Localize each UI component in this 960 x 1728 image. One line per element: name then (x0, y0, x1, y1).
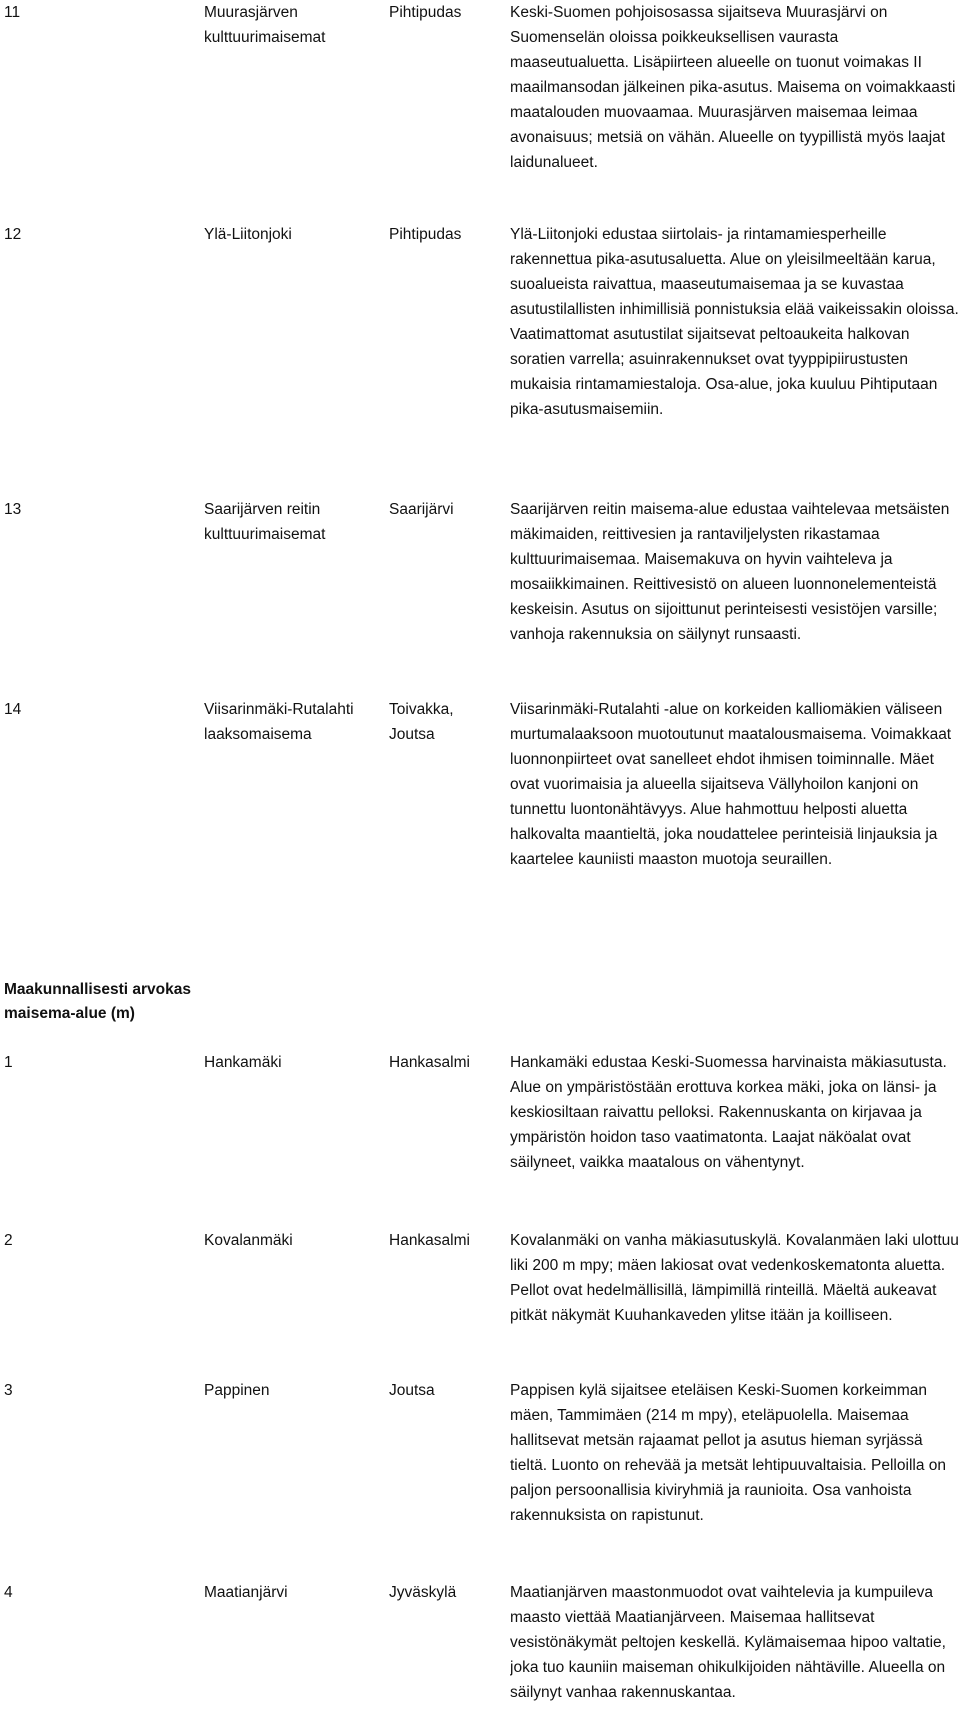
area-number: 1 (4, 1054, 13, 1071)
area-name: Viisarinmäki-Rutalahti laaksomaisema (204, 701, 354, 743)
area-number: 4 (4, 1584, 13, 1601)
area-name: Hankamäki (204, 1054, 282, 1071)
area-name: Muurasjärven kulttuurimaisemat (204, 4, 326, 46)
area-municipality: Pihtipudas (389, 226, 462, 243)
area-description: Viisarinmäki-Rutalahti -alue on korkeiden kalliomäkien väliseen murtumalaaksoon muotoutunut maatalousmaisema. Voimakkaat luonnonpiirteet ovat sanelleet ehdot ihmisen toiminnalle. Mäet ovat vuorimaisia ja alueella sijaitseva Vällyhoilon kanjoni on tunnettu luontonähtävyys. Alue hahmottuu helposti aluetta halkovalta maantieltä, joka noudattelee perinteisiä linjauksia ja kaartelee kauniisti maaston muotoja seuraillen. (510, 701, 952, 868)
area-number: 12 (4, 226, 22, 243)
area-description: Pappisen kylä sijaitsee eteläisen Keski-Suomen korkeimman mäen, Tammimäen (214 m mpy), eteläpuolella. Maisemaa hallitsevat metsän rajaamat pellot ja asutus hieman syrjässä tieltä. Luonto on rehevää ja metsät lehtipuuvaltaisia. Pelloilla on paljon persoonallisia kiviryhmiä ja raunioita. Osa vanhoista rakennuksista on rapistunut. (510, 1382, 946, 1524)
area-name: Pappinen (204, 1382, 270, 1399)
area-description: Saarijärven reitin maisema-alue edustaa vaihtelevaa metsäisten mäkimaiden, reittivesien ja rantaviljelysten rikastamaa kulttuurimaisemaa. Maisemakuva on hyvin vaihteleva ja mosaiikkimainen. Reittivesistö on alueen luonnonelementeistä keskeisin. Asutus on sijoittunut perinteisesti vesistöjen varsille; vanhoja rakennuksia on säilynyt runsaasti. (510, 501, 950, 643)
area-name: Saarijärven reitin kulttuurimaisemat (204, 501, 326, 543)
area-number: 14 (4, 701, 22, 718)
section-heading: Maakunnallisesti arvokas maisema-alue (m) (4, 981, 191, 1022)
area-municipality: Jyväskylä (389, 1584, 457, 1601)
area-number: 2 (4, 1232, 13, 1249)
area-description: Hankamäki edustaa Keski-Suomessa harvinaista mäkiasutusta. Alue on ympäristöstään erottuva korkea mäki, joka on länsi- ja keskiosiltaan raivattu pelloksi. Rakennuskanta on kirjavaa ja ympäristön hoidon taso vaatimatonta. Laajat näköalat ovat säilyneet, vaikka maatalous on vähentynyt. (510, 1054, 947, 1171)
area-municipality: Hankasalmi (389, 1054, 470, 1071)
area-municipality: Toivakka, Joutsa (389, 701, 454, 743)
area-number: 13 (4, 501, 22, 518)
area-number: 3 (4, 1382, 13, 1399)
area-municipality: Saarijärvi (389, 501, 454, 518)
area-municipality: Pihtipudas (389, 4, 462, 21)
area-municipality: Hankasalmi (389, 1232, 470, 1249)
area-description: Keski-Suomen pohjoisosassa sijaitseva Muurasjärvi on Suomenselän oloissa poikkeuksellisen vaurasta maaseutualuetta. Lisäpiirteen alueelle on tuonut voimakas II maailmansodan jälkeinen pika-asutus. Maisema on voimakkaasti maatalouden muovaamaa. Muurasjärven maisemaa leimaa avonaisuus; metsiä on vähän. Alueelle on tyypillistä myös laajat laidunalueet. (510, 4, 956, 171)
area-municipality: Joutsa (389, 1382, 435, 1399)
area-name: Ylä-Liitonjoki (204, 226, 292, 243)
area-description: Maatianjärven maastonmuodot ovat vaihtelevia ja kumpuileva maasto viettää Maatianjärveen. Maisemaa hallitsevat vesistönäkymät peltojen keskellä. Kylämaisemaa hipoo valtatie, joka tuo kauniin maiseman ohikulkijoiden nähtäville. Alueella on säilynyt vanhaa rakennuskantaa. (510, 1584, 946, 1701)
area-description: Kovalanmäki on vanha mäkiasutuskylä. Kovalanmäen laki ulottuu liki 200 m mpy; mäen lakiosat ovat vedenkoskematonta aluetta. Pellot ovat hedelmällisillä, lämpimillä rinteillä. Mäeltä aukeavat pitkät näkymät Kuuhankaveden ylitse itään ja koilliseen. (510, 1232, 959, 1324)
area-name: Kovalanmäki (204, 1232, 293, 1249)
area-number: 11 (4, 4, 21, 21)
area-name: Maatianjärvi (204, 1584, 288, 1601)
area-description: Ylä-Liitonjoki edustaa siirtolais- ja rintamamiesperheille rakennettua pika-asutusaluetta. Alue on yleisilmeeltään karua, suoalueista raivattua, maaseutumaisemaa ja se kuvastaa asutustilallisten inhimillisiä ponnistuksia elää vaikeissakin oloissa. Vaatimattomat asutustilat sijaitsevat peltoaukeita halkovan soratien varrella; asuinrakennukset ovat tyyppipiirustusten mukaisia rintamamiestaloja. Osa-alue, joka kuuluu Pihtiputaan pika-asutusmaisemiin. (510, 226, 959, 418)
